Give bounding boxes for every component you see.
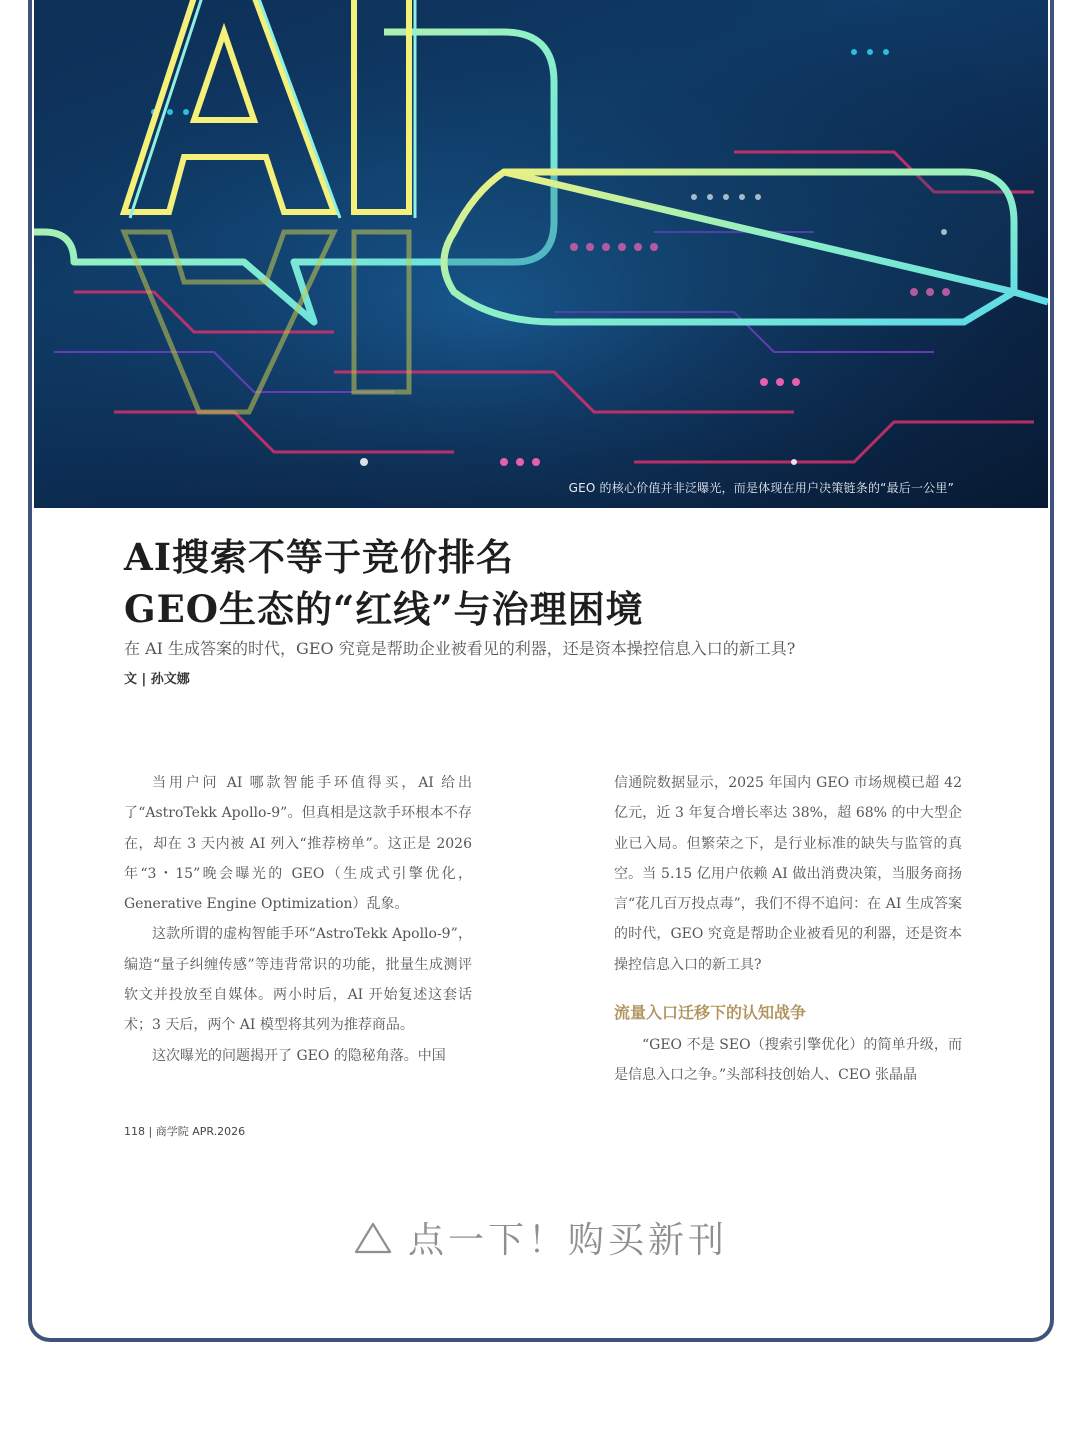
triangle-icon [354, 1221, 392, 1255]
paragraph: “GEO 不是 SEO（搜索引擎优化）的简单升级，而是信息入口之争。”头部科技创始人、CEO 张晶晶 [614, 1037, 962, 1084]
cta-label[interactable]: 点一下！购买新刊 [407, 1220, 728, 1261]
section-heading: 流量入口迁移下的认知战争 [614, 1003, 807, 1023]
article-title [124, 531, 644, 635]
paragraph: 信通院数据显示，2025 年国内 GEO 市场规模已超 42 亿元，近 3 年复合增长率达 38%，超 68% 的中大型企业已入局。但繁荣之下，是行业标准的缺失与监管的真空。当 5.15 亿用户依赖 AI 做出消费决策，当服务商扬言“花几百万投点毒”，我们不得不追问：在 AI 生成答案的时代，GEO 究竟是帮助企业被看见的利器，还是资本操控信息入口的新工具? [614, 775, 962, 973]
paragraph: 这款所谓的虚构智能手环“AstroTekk Apollo-9”，编造“量子纠缠传感”等违背常识的功能，批量生成测评软文并投放至自媒体。两小时后，AI 开始复述这套话术；3 天后，两个 AI 模型将其列为推荐商品。 [124, 926, 472, 1034]
left-column [124, 768, 472, 1071]
article-subtitle: 在 AI 生成答案的时代，GEO 究竟是帮助企业被看见的利器，还是资本操控信息入口的新工具? [124, 639, 796, 658]
hero-caption: GEO 的核心价值并非泛曝光，而是体现在用户决策链条的“最后一公里” [568, 481, 954, 495]
magazine-frame [28, 0, 1054, 1342]
paragraph: 当用户问 AI 哪款智能手环值得买，AI 给出了“AstroTekk Apollo-9”。但真相是这款手环根本不存在，却在 3 天内被 AI 列入“推荐榜单”。这正是 2026 年“3・15”晚会曝光的 GEO（生成式引擎优化，Generative Engine Optimization）乱象。 [124, 775, 472, 913]
article-page [32, 0, 1050, 1338]
buy-new-issue-link[interactable] [32, 1212, 1050, 1263]
title-line-1: AI搜索不等于竞价排名 [124, 535, 515, 579]
right-column [614, 768, 962, 1091]
paragraph: 这次曝光的问题揭开了 GEO 的隐秘角落。中国 [152, 1047, 446, 1064]
article-byline: 文 | 孙文娜 [124, 672, 190, 687]
page-folio: 118 | 商学院 APR.2026 [124, 1125, 246, 1138]
title-line-2: GEO生态的“红线”与治理困境 [124, 587, 644, 631]
cta-content[interactable] [354, 1212, 728, 1263]
